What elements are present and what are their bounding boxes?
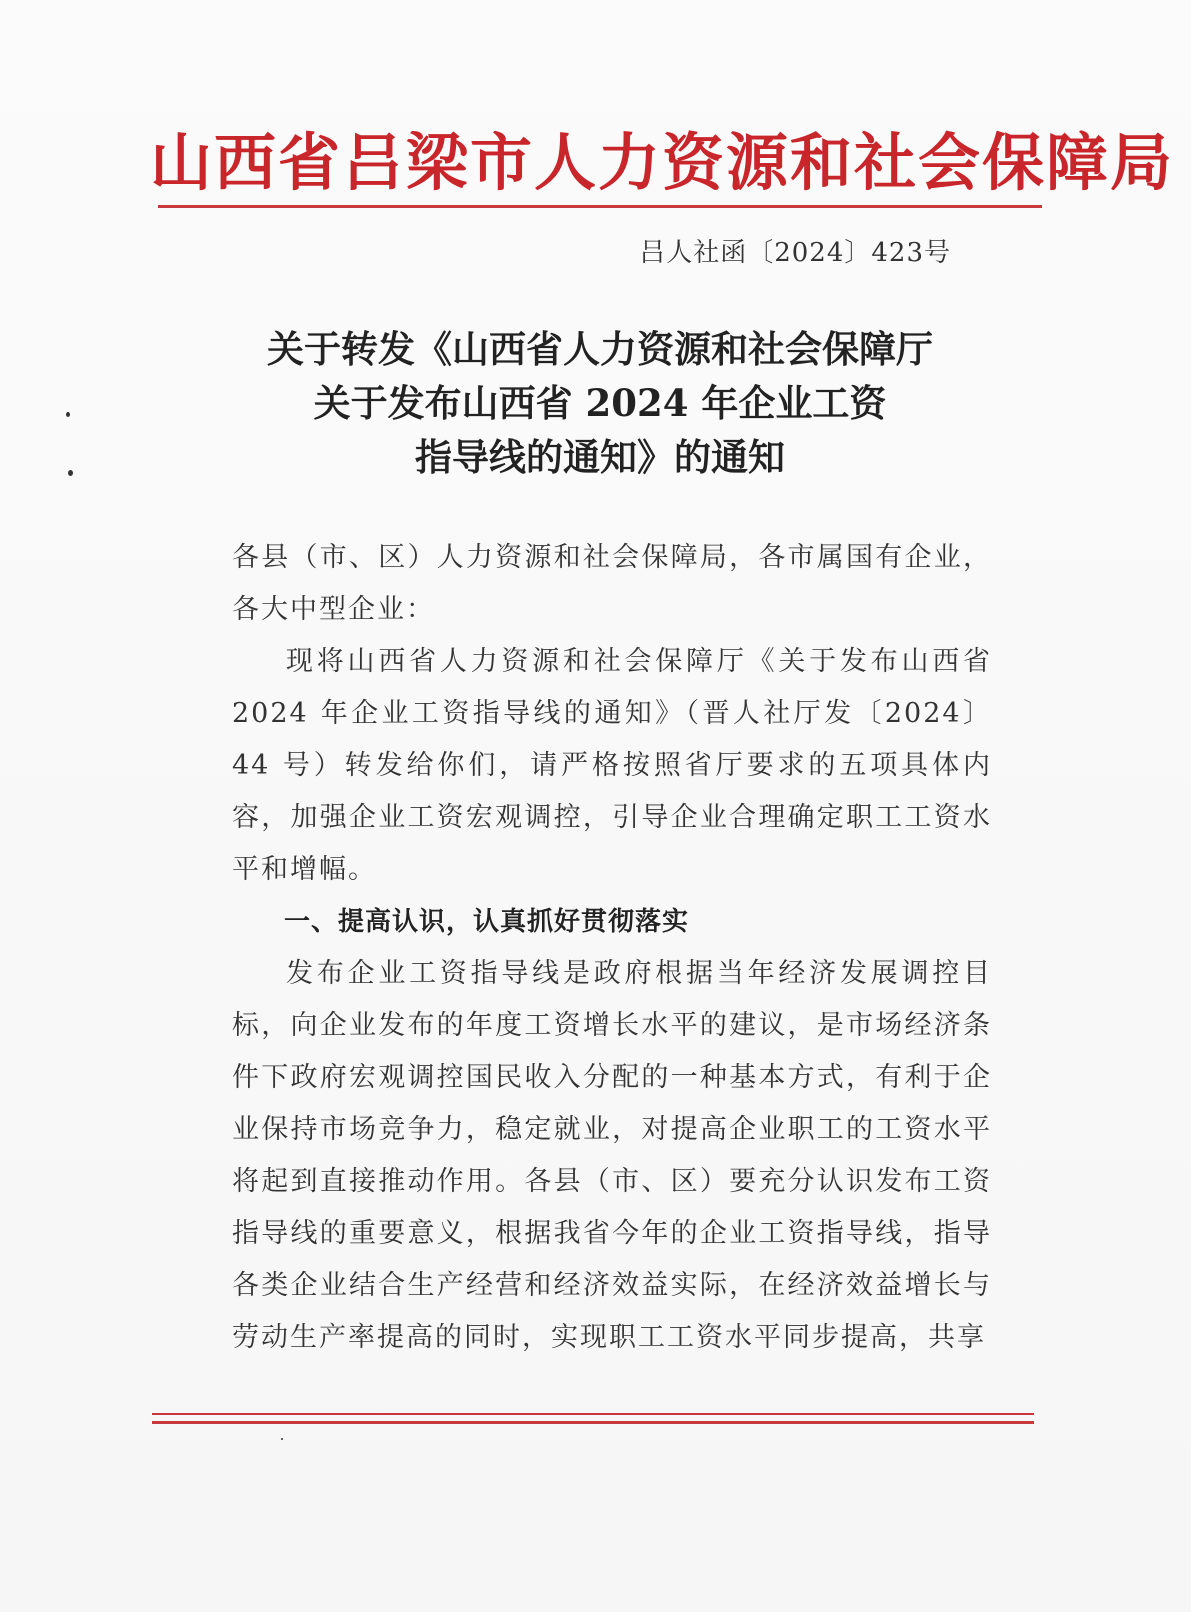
- footer-red-rule: [152, 1413, 1034, 1424]
- title-line-3: 指导线的通知》的通知: [415, 435, 785, 479]
- scan-speck: [281, 1438, 283, 1440]
- letterhead-agency-name: 山西省吕梁市人力资源和社会保障局: [150, 126, 1175, 199]
- document-body: [232, 532, 992, 1364]
- addressee-line: 各县（市、区）人力资源和社会保障局，各市属国有企业，各大中型企业：: [232, 542, 992, 625]
- section-1-paragraph: 发布企业工资指导线是政府根据当年经济发展调控目标，向企业发布的年度工资增长水平的建议，是市场经济条件下政府宏观调控国民收入分配的一种基本方式，有利于企业保持市场竞争力，稳定就业，对提高企业职工的工资水平将起到直接推动作用。各县（市、区）要充分认识发布工资指导线的重要意义，根据我省今年的企业工资指导线，指导各类企业结合生产经营和经济效益实际，在经济效益增长与劳动生产率提高的同时，实现职工工资水平同步提高，共享: [232, 958, 992, 1353]
- scan-speck: [68, 470, 73, 476]
- section-heading-1: 一、提高认识，认真抓好贯彻落实: [284, 907, 690, 937]
- scan-speck: [66, 412, 70, 417]
- body-paragraph-intro: 现将山西省人力资源和社会保障厅《关于发布山西省 2024 年企业工资指导线的通知》（晋人社厅发〔2024〕44 号）转发给你们，请严格按照省厅要求的五项具体内容，加强企业工资宏观调控，引导企业合理确定职工工资水平和增幅。: [232, 646, 992, 885]
- title-line-2: 关于发布山西省 2024 年企业工资: [313, 381, 887, 425]
- document-number: 吕人社函〔2024〕423号: [639, 238, 951, 268]
- title-line-1: 关于转发《山西省人力资源和社会保障厅: [267, 327, 933, 371]
- letterhead-red-rule: [158, 205, 1042, 208]
- document-title: [150, 322, 1050, 484]
